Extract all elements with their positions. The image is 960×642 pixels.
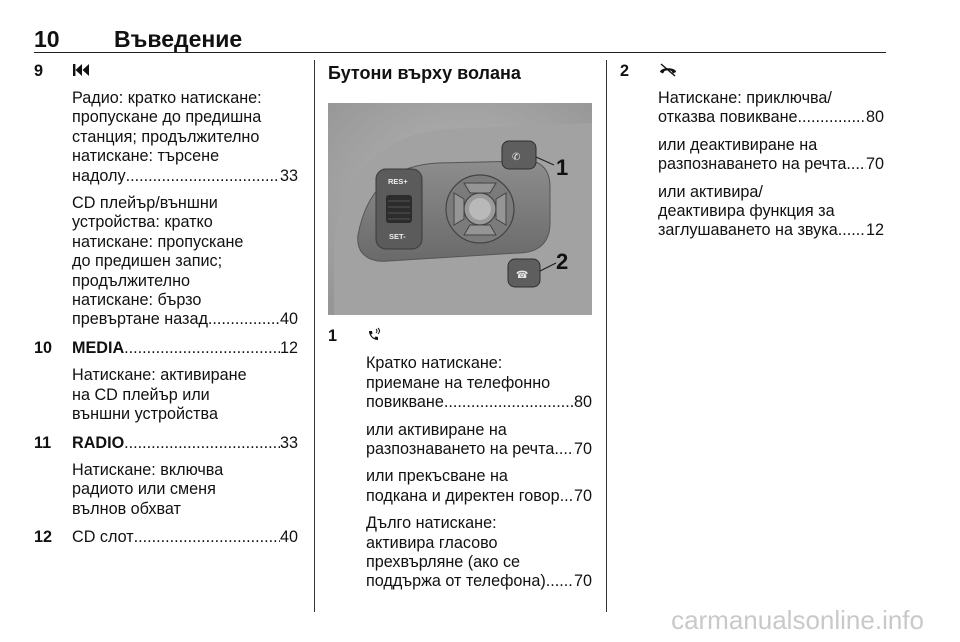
reference-page: 12 xyxy=(279,338,298,357)
text-line: или прекъсване на xyxy=(366,467,508,486)
long-press-description xyxy=(366,514,592,592)
text-line: или активиране на xyxy=(366,420,507,439)
dot-leader xyxy=(444,393,574,412)
text-line: радиото или сменя xyxy=(72,480,216,499)
header-rule xyxy=(34,52,886,53)
page-reference[interactable] xyxy=(72,310,298,329)
dot-leader xyxy=(124,434,280,453)
reference-text: подкана и директен говор xyxy=(366,486,560,505)
item-number: 11 xyxy=(34,433,52,452)
text-line: активира гласово xyxy=(366,533,498,552)
column-divider-2 xyxy=(606,60,607,612)
page-title: Въведение xyxy=(114,26,243,52)
cd-description xyxy=(72,194,298,330)
page-reference[interactable] xyxy=(366,572,592,591)
phone-voice-icon xyxy=(366,327,592,346)
dot-leader xyxy=(124,339,280,358)
dot-leader xyxy=(546,572,574,591)
item-number: 12 xyxy=(34,528,53,547)
res-label: RES+ xyxy=(388,177,408,187)
page-number: 10 xyxy=(34,26,60,52)
text-line: деактивира функция за xyxy=(658,202,835,221)
item-12 xyxy=(34,528,298,547)
reference-page: 80 xyxy=(865,108,884,127)
text-line: вълнов обхват xyxy=(72,499,181,518)
page-reference[interactable] xyxy=(366,440,592,459)
dot-leader xyxy=(208,310,280,329)
reference-page: 70 xyxy=(573,440,592,459)
column-1 xyxy=(34,62,298,557)
hang-up-icon xyxy=(658,62,884,81)
item-body xyxy=(72,339,298,358)
reference-text: поддържа от телефона) xyxy=(366,572,546,591)
text-line: натискане: пропускане xyxy=(72,232,244,251)
text-line: Натискане: приключва/ xyxy=(658,89,832,107)
item-description xyxy=(72,366,298,424)
reference-page: 12 xyxy=(865,221,884,240)
steering-wheel-illustration xyxy=(328,103,592,315)
reference-page: 70 xyxy=(573,572,592,591)
text-line: устройства: кратко xyxy=(72,213,213,232)
reference-page: 80 xyxy=(573,393,592,412)
text-line: натискане: бързо xyxy=(72,291,202,310)
item-1 xyxy=(328,327,592,591)
text-line: пропускане до предишна xyxy=(72,108,262,127)
alt-description xyxy=(366,421,592,460)
page-reference[interactable] xyxy=(658,108,884,127)
item-number: 10 xyxy=(34,338,53,357)
column-divider-1 xyxy=(314,60,315,612)
text-line: или деактивиране на xyxy=(658,135,818,154)
dot-leader xyxy=(838,221,866,240)
page-reference[interactable] xyxy=(72,434,298,453)
column-2 xyxy=(328,62,592,601)
radio-description xyxy=(72,89,298,186)
reference-text: CD слот xyxy=(72,528,134,547)
item-9 xyxy=(34,62,298,330)
reference-text: MEDIA xyxy=(72,338,125,357)
reference-page: 40 xyxy=(279,310,298,329)
page-reference[interactable] xyxy=(72,167,298,186)
reference-text: отказва повикване xyxy=(658,108,798,127)
dot-leader xyxy=(554,440,574,459)
text-line: Радио: кратко натискане: xyxy=(72,89,262,107)
svg-text:✆: ✆ xyxy=(512,152,521,164)
page-reference[interactable] xyxy=(72,339,298,358)
reference-text: разпознаването на речта xyxy=(658,155,847,174)
dot-leader xyxy=(798,108,866,127)
text-line: Натискане: активиране xyxy=(72,366,247,385)
dot-leader xyxy=(134,528,280,547)
end-call-description xyxy=(658,89,884,128)
reference-page: 40 xyxy=(279,528,298,547)
dot-leader xyxy=(126,167,280,186)
item-2 xyxy=(620,62,884,241)
text-line: Кратко натискане: xyxy=(366,354,503,373)
item-number: 2 xyxy=(620,62,630,80)
text-line: външни устройства xyxy=(72,405,218,424)
text-line: Натискане: включва xyxy=(72,460,224,479)
item-number: 1 xyxy=(328,327,338,346)
item-body xyxy=(72,434,298,453)
skip-back-icon xyxy=(72,62,298,81)
text-line: до предишен запис; xyxy=(72,252,223,271)
text-line: продължително xyxy=(72,271,191,290)
text-line: или активира/ xyxy=(658,182,763,201)
text-line: приемане на телефонно xyxy=(366,373,551,392)
callout-1: 1 xyxy=(556,155,569,181)
page-reference[interactable] xyxy=(72,528,298,547)
dot-leader xyxy=(846,155,866,174)
text-line: прехвърляне (ако се xyxy=(366,553,521,572)
reference-text: разпознаването на речта xyxy=(366,440,555,459)
dot-leader xyxy=(560,487,574,506)
reference-text: RADIO xyxy=(72,433,125,452)
item-11 xyxy=(34,434,298,520)
reference-page: 33 xyxy=(279,433,298,452)
text-line: Дълго натискане: xyxy=(366,514,497,533)
page-reference[interactable] xyxy=(366,487,592,506)
reference-page: 70 xyxy=(865,155,884,174)
alt-description xyxy=(366,467,592,506)
page-reference[interactable] xyxy=(658,155,884,174)
reference-text: надолу xyxy=(72,166,126,185)
text-line: станция; продължително xyxy=(72,127,260,146)
reference-text: заглушаването на звука xyxy=(658,221,838,240)
reference-text: повикване xyxy=(366,393,444,412)
alt-description xyxy=(658,136,884,175)
page-reference[interactable] xyxy=(658,221,884,240)
page-reference[interactable] xyxy=(366,393,592,412)
text-line: CD плейър/външни xyxy=(72,194,218,213)
item-number: 9 xyxy=(34,62,44,80)
item-10 xyxy=(34,339,298,425)
set-label: SET- xyxy=(389,232,406,242)
short-press-description xyxy=(366,354,592,412)
column-3 xyxy=(620,62,884,250)
watermark: carmanualsonline.info xyxy=(671,605,924,635)
reference-page: 70 xyxy=(573,486,592,505)
reference-text: превъртане назад xyxy=(72,310,208,329)
callout-2: 2 xyxy=(556,249,569,275)
text-line: на CD плейър или xyxy=(72,385,210,404)
item-description xyxy=(72,461,298,519)
mute-description xyxy=(658,183,884,241)
reference-page: 33 xyxy=(279,166,298,185)
svg-text:☎: ☎ xyxy=(516,270,529,282)
text-line: натискане: търсене xyxy=(72,147,220,166)
section-title: Бутони върху волана xyxy=(328,63,521,83)
